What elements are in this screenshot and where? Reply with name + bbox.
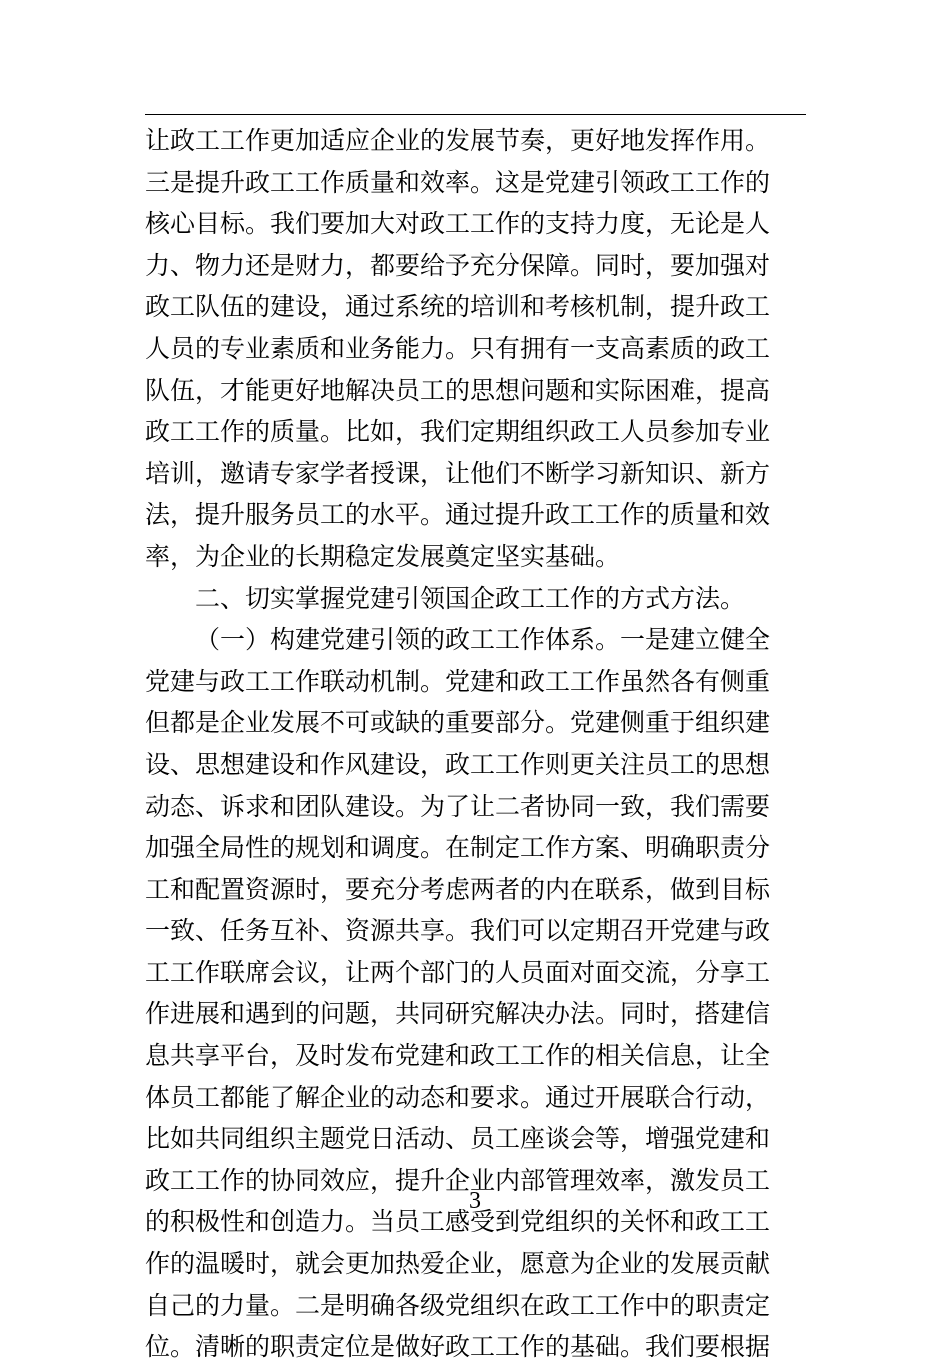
- text-line: 政工工作的协同效应，提升企业内部管理效率，激发员工: [145, 1165, 771, 1195]
- text-line: 率，为企业的长期稳定发展奠定坚实基础。: [145, 541, 621, 571]
- text-line: 二、切实掌握党建引领国企政工工作的方式方法。: [195, 583, 746, 613]
- text-line: 作的温暖时，就会更加热爱企业，愿意为企业的发展贡献: [145, 1249, 771, 1279]
- text-line: 加强全局性的规划和调度。在制定工作方案、明确职责分: [145, 833, 771, 863]
- text-line: 政工队伍的建设，通过系统的培训和考核机制，提升政工: [145, 292, 771, 322]
- text-line: 动态、诉求和团队建设。为了让二者协同一致，我们需要: [145, 791, 771, 821]
- body-text: [145, 120, 806, 1368]
- text-line: 位。清晰的职责定位是做好政工工作的基础。我们要根据: [145, 1332, 771, 1362]
- text-line: 让政工工作更加适应企业的发展节奏，更好地发挥作用。: [145, 126, 771, 155]
- text-line: 政工工作的质量。比如，我们定期组织政工人员参加专业: [145, 417, 771, 447]
- text-line: 设、思想建设和作风建设，政工工作则更关注员工的思想: [145, 749, 771, 779]
- text-line: 人员的专业素质和业务能力。只有拥有一支高素质的政工: [145, 333, 771, 363]
- text-line: 体员工都能了解企业的动态和要求。通过开展联合行动，: [145, 1082, 771, 1112]
- text-line: 一致、任务互补、资源共享。我们可以定期召开党建与政: [145, 916, 771, 946]
- text-line: 工和配置资源时，要充分考虑两者的内在联系，做到目标: [145, 874, 771, 904]
- text-line: 法，提升服务员工的水平。通过提升政工工作的质量和效: [145, 500, 771, 530]
- page-number: 3: [469, 1188, 481, 1214]
- text-line: 党建与政工工作联动机制。党建和政工工作虽然各有侧重: [145, 666, 771, 696]
- text-line: 核心目标。我们要加大对政工工作的支持力度，无论是人: [145, 209, 771, 239]
- text-line: 培训，邀请专家学者授课，让他们不断学习新知识、新方: [145, 458, 771, 488]
- header-rule: [145, 114, 806, 115]
- text-line: 作进展和遇到的问题，共同研究解决办法。同时，搭建信: [145, 999, 771, 1029]
- text-line: （一）构建党建引领的政工工作体系。一是建立健全: [195, 625, 771, 655]
- text-line: 比如共同组织主题党日活动、员工座谈会等，增强党建和: [145, 1124, 771, 1154]
- text-line: 的积极性和创造力。当员工感受到党组织的关怀和政工工: [145, 1207, 771, 1237]
- text-line: 自己的力量。二是明确各级党组织在政工工作中的职责定: [145, 1290, 771, 1320]
- text-line: 队伍，才能更好地解决员工的思想问题和实际困难，提高: [145, 375, 771, 405]
- text-line: 三是提升政工工作质量和效率。这是党建引领政工工作的: [145, 167, 771, 197]
- text-line: 息共享平台，及时发布党建和政工工作的相关信息，让全: [145, 1041, 771, 1071]
- text-line: 工工作联席会议，让两个部门的人员面对面交流，分享工: [145, 957, 771, 987]
- text-line: 力、物力还是财力，都要给予充分保障。同时，要加强对: [145, 250, 771, 280]
- text-line: 但都是企业发展不可或缺的重要部分。党建侧重于组织建: [145, 708, 771, 738]
